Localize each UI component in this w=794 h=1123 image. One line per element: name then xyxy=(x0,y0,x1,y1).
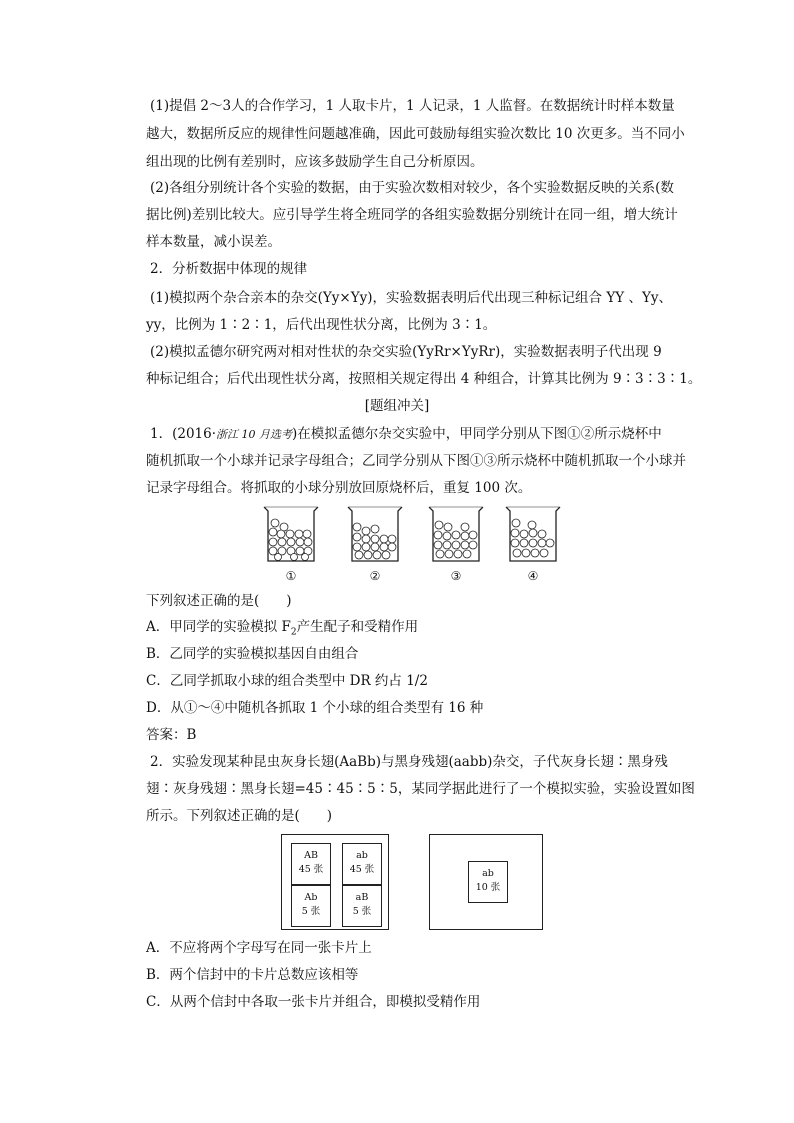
para1-line2: 越大，数据所反应的规律性问题越准确，因此可鼓励每组实验次数比 10 次更多。当不同小 xyxy=(146,126,685,142)
beaker-2-drawing xyxy=(344,503,406,565)
card-aB xyxy=(342,885,382,927)
card-ab-name: ab xyxy=(356,850,368,861)
card-AB xyxy=(291,843,331,885)
section-title: [题组冲关] xyxy=(364,398,430,414)
envelope-2 xyxy=(429,834,543,930)
q1-option-c: C．乙同学抓取小球的组合类型中 DR 约占 1/2 xyxy=(146,673,428,689)
para3-line1: (1)模拟两个杂合亲本的杂交(Yy×Yy)，实验数据表明后代出现三种标记组合 YY 、Yy、 xyxy=(150,290,672,306)
q1-source: 浙江 10 月选考 xyxy=(216,428,293,441)
beaker-3-label: ③ xyxy=(450,569,462,583)
q1-option-b: B．乙同学的实验模拟基因自由组合 xyxy=(146,646,359,662)
q1-stem: 下列叙述正确的是( ) xyxy=(146,593,292,609)
beaker-3-drawing xyxy=(425,503,487,565)
q1-line3: 记录字母组合。将抓取的小球分别放回原烧杯后，重复 100 次。 xyxy=(146,480,532,496)
q1-option-a-subscript: 2 xyxy=(290,627,297,638)
card-aB-name: aB xyxy=(355,892,369,903)
beaker-1-drawing xyxy=(260,503,322,565)
card-AB-name: AB xyxy=(304,850,318,861)
q2-option-c: C．从两个信封中各取一张卡片并组合，即模拟受精作用 xyxy=(146,994,481,1010)
q1-line1 xyxy=(150,424,662,445)
para4-line2: 种标记组合；后代出现性状分离，按照相关规定得出 4 种组合，计算其比例为 9∶3∶3∶1。 xyxy=(146,371,702,387)
q1-option-a xyxy=(146,617,418,643)
para1-line1: (1)提倡 2～3人的合作学习，1 人取卡片，1 人记录，1 人监督。在数据统计时样本数量 xyxy=(150,98,675,114)
beaker-2 xyxy=(344,503,406,565)
card-ab-10-count: 10 张 xyxy=(475,882,501,893)
q1-option-d: D．从①～④中随机各抓取 1 个小球的组合类型有 16 种 xyxy=(146,700,484,716)
beaker-4-drawing xyxy=(502,503,564,565)
card-Ab-name: Ab xyxy=(304,892,318,903)
q1-option-a-text: A．甲同学的实验模拟 F xyxy=(146,619,291,635)
card-ab xyxy=(342,843,382,885)
para4-line1: (2)模拟孟德尔研究两对相对性状的杂交实验(YyRr×YyRr)，实验数据表明子代出现 9 xyxy=(150,344,662,360)
q1-line1-rest: )在模拟孟德尔杂交实验中，甲同学分别从下图①②所示烧杯中 xyxy=(292,426,662,442)
card-Ab xyxy=(291,885,331,927)
beakers-figure xyxy=(260,503,580,585)
envelope-1 xyxy=(281,834,389,930)
beaker-4 xyxy=(502,503,564,565)
para2-line2: 据比例)差别比较大。应引导学生将全班同学的各组实验数据分别统计在同一组，增大统计 xyxy=(146,207,678,223)
beaker-3 xyxy=(425,503,487,565)
q1-option-a-text-rest: 产生配子和受精作用 xyxy=(296,619,419,635)
beaker-2-label: ② xyxy=(369,569,381,583)
q1-answer: 答案：B xyxy=(146,727,197,743)
card-AB-count: 45 张 xyxy=(298,864,324,875)
q2-line2: 翅∶灰身残翅∶黑身长翅=45∶45∶5∶5，某同学据此进行了一个模拟实验，实验设置如图 xyxy=(146,781,695,797)
q1-prefix: 1．(2016· xyxy=(150,426,217,442)
card-aB-count: 5 张 xyxy=(352,906,372,917)
q2-line1: 2．实验发现某种昆虫灰身长翅(AaBb)与黑身残翅(aabb)杂交，子代灰身长翅∶黑身残 xyxy=(150,754,668,770)
beaker-1 xyxy=(260,503,322,565)
beaker-1-label: ① xyxy=(285,569,297,583)
para2-line3: 样本数量，减小误差。 xyxy=(146,234,281,250)
para3-line2: yy，比例为 1∶2∶1，后代出现性状分离，比例为 3∶1。 xyxy=(146,317,497,333)
q2-line3: 所示。下列叙述正确的是( ) xyxy=(146,808,333,824)
q1-line2: 随机抓取一个小球并记录字母组合；乙同学分别从下图①③所示烧杯中随机抓取一个小球并 xyxy=(146,453,686,469)
q2-option-b: B．两个信封中的卡片总数应该相等 xyxy=(146,967,359,983)
q2-option-a: A．不应将两个字母写在同一张卡片上 xyxy=(146,940,372,956)
para2-line1: (2)各组分别统计各个实验的数据，由于实验次数相对较少，各个实验数据反映的关系(数 xyxy=(150,180,674,196)
beaker-4-label: ④ xyxy=(527,569,539,583)
card-Ab-count: 5 张 xyxy=(301,906,321,917)
heading-analyze-data: 2．分析数据中体现的规律 xyxy=(150,261,308,277)
para1-line3: 组出现的比例有差别时，应该多鼓励学生自己分析原因。 xyxy=(146,154,484,170)
card-ab-10-name: ab xyxy=(482,868,494,879)
card-ab-count: 45 张 xyxy=(349,864,375,875)
card-ab-10 xyxy=(468,861,508,903)
